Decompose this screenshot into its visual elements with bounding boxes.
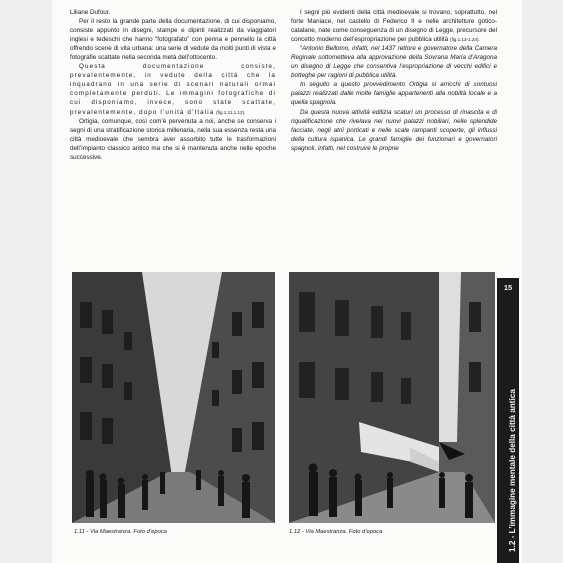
quote-paragraph: “Antonio Bellomo, infatti, nel 1437 rettore e governatore della Camera Reginale sottometteva alla approvazione della Sovrana Maria d’Aragona un disegno di Legge che consentiva l’espropriazione di vecchi edifici e botteghe per ragioni di pubblica utilità.: [291, 45, 497, 80]
figure-reference: (fig.1.13-1.24).: [449, 37, 480, 43]
historic-street-photo-left: [72, 272, 275, 523]
paragraph-text: Questa documentazione consiste, prevalentemente, in vedute della città che la inquadrano in una serie di scenari naturali ormai completamente perduti. Le immagini fotografiche di cui disponiamo, invece, sono state scattate, prevalentemente, dopo l’unità d’Italia: [70, 63, 276, 116]
quote-paragraph: Da questa nuova attività edilizia scaturì un processo di rinascita e di riqualificazione che rivelava nei nuovi palazzi nobiliari, nelle splendide facciate, negli atrii porticati e nelle scale rampanti scoperte, gli influssi della cultura ispanica. Le grandi famiglie dei funzionari e governatori spagnoli, infatti, nel costruire le proprie: [291, 108, 497, 152]
page-number: 15: [503, 283, 513, 292]
paragraph: [70, 62, 276, 116]
paragraph-text: I segni più evidenti della città medioevale si trovano, soprattutto, nel forte Maniace, nel castello di Federico II e nelle architetture gotico-catalane, nate come conseguenza di un disegno di Legge, precursore del concetto moderno dell’espropriazione per pubblica utilità: [291, 9, 497, 44]
paragraph: Per il resto la grande parte della documentazione, di cui disponiamo, consiste appunto in disegni, stampe e dipinti realizzati da viaggiatori inglesi e tedeschi che hanno “fotografato” con penna e pennello la città offrendo scene di vita urbana: una serie di vedute da molti punti di vista e fotografie scattate nella seconda metà dell’ottocento.: [70, 18, 276, 62]
figure-caption: 1.11 - Via Maestranza. Foto d’epoca: [74, 529, 167, 535]
paragraph: [291, 8, 497, 44]
figure-reference: (fig.1.11,1.12).: [216, 109, 246, 115]
text-column-right: [291, 8, 497, 153]
chapter-label: 1.2 - L’immagine mentale della città antica: [508, 389, 517, 552]
historic-street-photo-right: [289, 272, 495, 523]
quote-paragraph: In seguito a questo provvedimento Ortigia si arricchì di sontuosi palazzi realizzati dalle molte famiglie appartenenti alla nobiltà locale e a quella spagnola.: [291, 81, 497, 107]
paragraph: Liliane Dufour.: [70, 9, 111, 16]
figure-caption: 1.12 - Via Maestranza. Foto d’epoca: [289, 529, 383, 535]
book-page: [52, 0, 522, 563]
text-column-left: [70, 8, 276, 162]
paragraph: Ortigia, comunque, così com’è pervenuta a noi, anche se conserva i segni di una stratificazione storica millenaria, nella sua essenza resta una città medioevale che sembra aver assorbito tutte le trasformazioni dell’impianto classico antico ma che si è mantenuta anche nelle epoche successive.: [70, 117, 276, 161]
